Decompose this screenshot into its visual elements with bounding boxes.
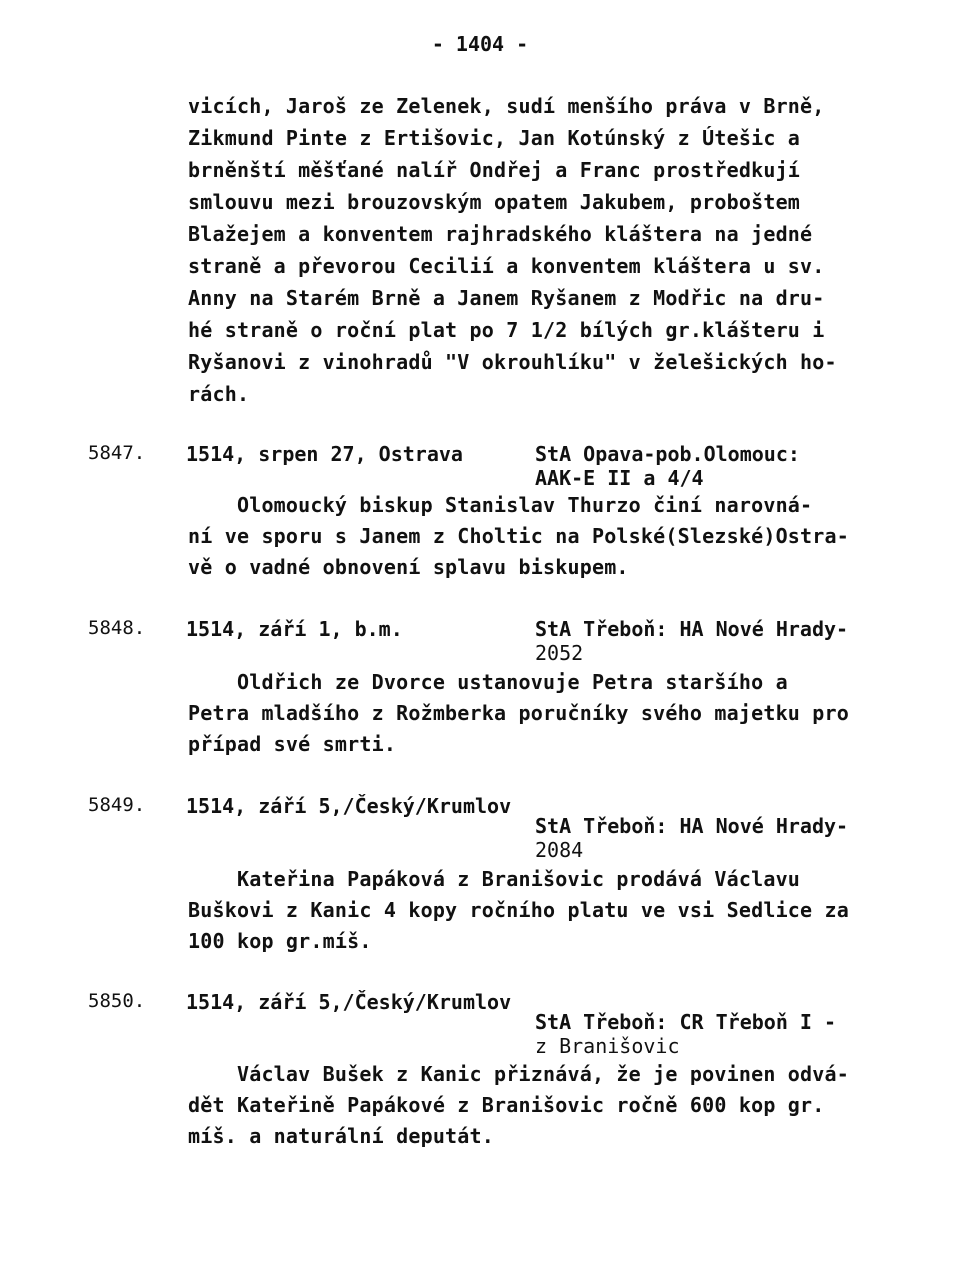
entry-date: 1514, září 1, b.m. [186,617,403,641]
entry-number: 5849. [88,794,146,816]
entry-archive: 2084 [535,838,584,862]
entry-text-line: případ své smrti. [188,732,397,756]
intro-line: Blažejem a konventem rajhradského kláštera na jedné [188,222,813,246]
entry-text-line: míš. a naturální deputát. [188,1124,495,1148]
entry-number: 5850. [88,990,146,1012]
entry-archive: StA Třeboň: HA Nové Hrady- [535,617,849,641]
intro-line: hé straně o roční plat po 7 1/2 bílých gr.klášteru i [188,318,825,342]
entry-archive: StA Třeboň: HA Nové Hrady- [535,814,849,838]
intro-line: vicích, Jaroš ze Zelenek, sudí menšího práva v Brně, [188,94,825,118]
intro-line: Ryšanovi z vinohradů "V okrouhlíku" v želešických ho- [188,350,837,374]
entry-text-line: dět Kateřině Papákové z Branišovic ročně 600 kop gr. [188,1093,825,1117]
entry-archive: StA Opava-pob.Olomouc: [535,442,800,466]
entry-text-line: ní ve sporu s Janem z Choltic na Polské(Slezské)Ostra- [188,524,850,548]
entry-archive: StA Třeboň: CR Třeboň I - [535,1010,837,1034]
page-number: - 1404 - [431,32,529,56]
entry-number: 5847. [88,442,146,464]
entry-text-line: 100 kop gr.míš. [188,929,372,953]
entry-number: 5848. [88,617,146,639]
intro-line: Anny na Starém Brně a Janem Ryšanem z Modřic na dru- [188,286,825,310]
intro-line: rách. [188,382,250,406]
entry-date: 1514, září 5,/Český/Krumlov [186,794,512,818]
entry-archive: AAK-E II a 4/4 [535,466,704,490]
intro-line: brněnští měšťané nalíř Ondřej a Franc prostředkují [188,158,801,182]
entry-date: 1514, srpen 27, Ostrava [186,442,463,466]
entry-date: 1514, září 5,/Český/Krumlov [186,990,512,1014]
entry-text-line: Buškovi z Kanic 4 kopy ročního platu ve vsi Sedlice za [188,898,850,922]
entry-archive: 2052 [535,641,584,665]
intro-line: Zikmund Pinte z Ertišovic, Jan Kotúnský z Útešic a [188,126,801,150]
entry-text-line: Kateřina Papáková z Branišovic prodává Václavu [188,867,801,891]
entry-text-line: Václav Bušek z Kanic přiznává, že je povinen odvá- [188,1062,850,1086]
entry-text-line: Petra mladšího z Rožmberka poručníky svého majetku pro [188,701,850,725]
entry-archive: z Branišovic [535,1034,680,1058]
entry-text-line: Oldřich ze Dvorce ustanovuje Petra staršího a [188,670,788,694]
entry-text-line: vě o vadné obnovení splavu biskupem. [188,555,629,579]
intro-line: smlouvu mezi brouzovským opatem Jakubem, proboštem [188,190,801,214]
entry-text-line: Olomoucký biskup Stanislav Thurzo činí narovná- [188,493,813,517]
intro-line: straně a převorou Cecilií a konventem kláštera u sv. [188,254,825,278]
